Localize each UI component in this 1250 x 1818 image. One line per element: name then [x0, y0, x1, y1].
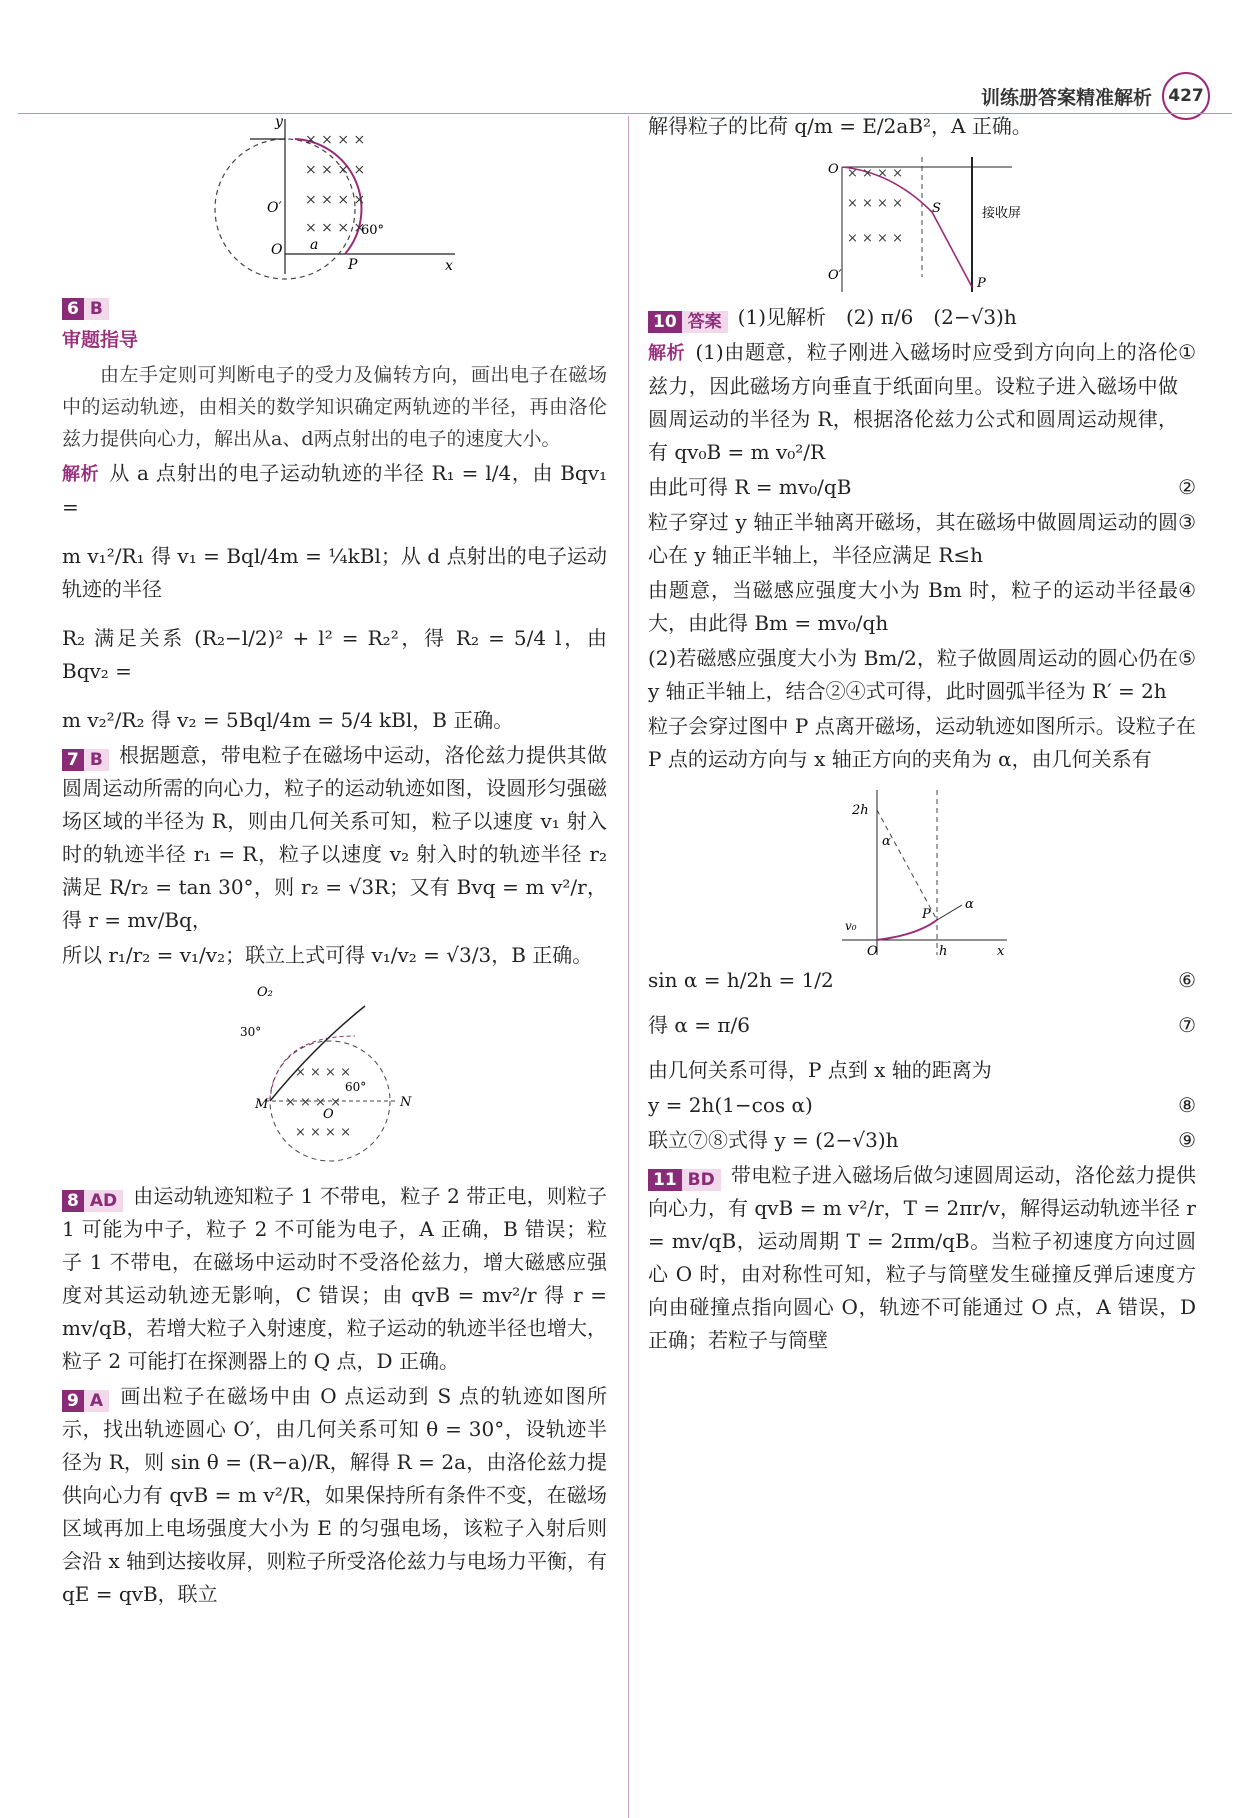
svg-text:接收屏: 接收屏: [982, 206, 1022, 221]
q8-block: 8 AD 由运动轨迹知粒子 1 不带电，粒子 2 带正电，则粒子 1 可能为中子，粒子 2 不可能为电子，A 正确，B 错误；粒子 1 不带电，在磁场中运动时不受洛伦兹力，增大磁感应强度对其运动轨迹无影响，C 错误；由 qvB = mv²/r 得 r = mv/qB，若增大粒子入射速度，粒子运动的轨迹半径也增大，粒子 2 可能打在探测器上的 Q 点，D 正确。: [62, 1184, 607, 1373]
q7-line-2: 所以 r₁/r₂ = v₁/v₂；联立上式可得 v₁/v₂ = √3/3，B 正确。: [62, 943, 593, 967]
page-number: 427: [1162, 72, 1210, 120]
q11-block: 11 BD 带电粒子进入磁场后做匀速圆周运动，洛伦兹力提供向心力，有 qvB = m v²/r，T = 2πr/v，解得运动轨迹半径 r = mv/qB，运动周期 T = 2πm/qB。当粒子初速度方向过圆心 O 时，由对称性可知，粒子与筒壁发生碰撞反弹后速度方向由碰撞点指向圆心 O，轨迹不可能通过 O 点，A 错误，D 正确；若粒子与筒壁: [648, 1163, 1196, 1352]
figure-q7-circles: [235, 976, 435, 1176]
svg-text:a: a: [309, 237, 318, 253]
svg-text:O₂: O₂: [256, 985, 273, 1000]
svg-text:2h: 2h: [852, 803, 869, 818]
svg-text:O: O: [270, 242, 282, 258]
svg-text:60°: 60°: [360, 223, 384, 238]
q10-line-4: 由题意，当磁感应强度大小为 Bm 时，粒子的运动半径最大，由此得 Bm = mv₀/qh ④: [648, 578, 1196, 635]
q6-line-3: R₂ 满足关系 (R₂−l/2)² + l² = R₂²，得 R₂ = 5/4 l，由 Bqv₂ =: [62, 626, 607, 683]
q9-end: 解得粒子的比荷 q/m = E/2aB²，A 正确。: [648, 114, 1032, 138]
q10-eq-6: sin α = h/2h = 1/2 ⑥: [648, 968, 1196, 992]
svg-text:N: N: [399, 1095, 411, 1110]
q6-guide-text: 由左手定则可判断电子的受力及偏转方向，画出电子在磁场中的运动轨迹，由相关的数学知识确定两轨迹的半径，再由洛伦兹力提供向心力，解出从a、d两点射出的电子的速度大小。: [62, 364, 607, 450]
guide-title: 审题指导: [62, 329, 139, 351]
q6-line-4: m v₂²/R₂ 得 v₂ = 5Bql/4m = 5/4 kBl，B 正确。: [62, 708, 514, 732]
svg-text:x: x: [444, 258, 453, 274]
svg-text:y: y: [274, 114, 283, 130]
figure-q9-screen: [822, 147, 1022, 297]
svg-text:O: O: [828, 162, 839, 177]
svg-text:× × × ×: × × × ×: [304, 220, 365, 236]
svg-text:O′: O′: [828, 268, 842, 283]
svg-text:60°: 60°: [344, 1080, 366, 1094]
svg-text:× × × ×: × × × ×: [284, 1095, 341, 1110]
q6-tag: 6 B: [62, 298, 109, 320]
svg-text:S: S: [932, 201, 941, 216]
svg-text:x: x: [997, 944, 1005, 959]
svg-text:O′: O′: [266, 200, 282, 216]
left-column: [62, 110, 607, 1613]
right-column: [648, 110, 1196, 1359]
figure-q10-geometry: [827, 780, 1017, 960]
q10-head: 10 答案 (1)见解析 (2) π/6 (2−√3)h: [648, 301, 1196, 334]
q10-line-5: (2)若磁感应强度大小为 Bm/2，粒子做圆周运动的圆心仍在 y 轴正半轴上，结合②④式可得，此时圆弧半径为 R′ = 2h ⑤: [648, 646, 1196, 703]
q10-line-6: 粒子会穿过图中 P 点离开磁场，运动轨迹如图所示。设粒子在 P 点的运动方向与 x 轴正方向的夹角为 α，由几何关系有: [648, 714, 1196, 771]
column-divider: [628, 116, 629, 1818]
svg-text:h: h: [939, 944, 948, 959]
q7-block: 7 B 根据题意，带电粒子在磁场中运动，洛伦兹力提供其做圆周运动所需的向心力，粒子的运动轨迹如图，设圆形匀强磁场区域的半径为 R，则由几何关系可知，粒子以速度 v₁ 射入时的轨迹半径 r₁ = R，粒子以速度 v₂ 射入时的轨迹半径 r₂ 满足 R/r₂ = tan 30°，则 r₂ = √3R；又有 Bvq = m v²/r，得 r = mv/Bq，: [62, 743, 607, 932]
q10-line-3: 粒子穿过 y 轴正半轴离开磁场，其在磁场中做圆周运动的圆心在 y 轴正半轴上，半径应满足 R≤h ③: [648, 510, 1196, 567]
header-title: 训练册答案精准解析: [980, 86, 1152, 109]
q10-line-2: 由此可得 R = mv₀/qB ②: [648, 475, 1196, 499]
svg-text:× × × ×: × × × ×: [304, 132, 365, 148]
q10-eq-text: 由几何关系可得，P 点到 x 轴的距离为: [648, 1058, 992, 1082]
svg-text:× × × ×: × × × ×: [847, 196, 903, 211]
q10-eq-9: 联立⑦⑧式得 y = (2−√3)h ⑨: [648, 1128, 1196, 1152]
svg-text:α: α: [965, 897, 974, 912]
svg-text:α: α: [882, 834, 891, 849]
svg-text:O: O: [322, 1107, 334, 1122]
svg-text:P: P: [347, 257, 357, 273]
q10-eq-7: 得 α = π/6 ⑦: [648, 1013, 1196, 1037]
svg-text:M: M: [254, 1097, 268, 1112]
svg-text:× × × ×: × × × ×: [304, 162, 365, 178]
svg-text:× × × ×: × × × ×: [847, 166, 903, 181]
svg-text:P: P: [977, 276, 986, 291]
q10-line-1: 解析 (1)由题意，粒子刚进入磁场时应受到方向向上的洛伦兹力，因此磁场方向垂直于纸面向里。设粒子进入磁场中做圆周运动的半径为 R，根据洛伦兹力公式和圆周运动规律，有 qv₀B = m v₀²/R ①: [648, 340, 1196, 464]
svg-text:× × × ×: × × × ×: [294, 1065, 351, 1080]
svg-text:v₀: v₀: [845, 919, 857, 933]
q6-line-2: m v₁²/R₁ 得 v₁ = Bql/4m = ¼kBl；从 d 点射出的电子运动轨迹的半径: [62, 544, 607, 601]
q10-eq-8: y = 2h(1−cos α) ⑧: [648, 1093, 1196, 1117]
figure-q5-circle: [205, 114, 465, 284]
svg-text:P: P: [922, 907, 931, 922]
svg-text:× × × ×: × × × ×: [847, 231, 903, 246]
svg-text:30°: 30°: [239, 1025, 261, 1039]
svg-text:× × × ×: × × × ×: [294, 1125, 351, 1140]
q9-block: 9 A 画出粒子在磁场中由 O 点运动到 S 点的轨迹如图所示，找出轨迹圆心 O′，由几何关系可知 θ = 30°，设轨迹半径为 R，则 sin θ = (R−a)/R，解得 R = 2a，由洛伦兹力提供向心力有 qvB = m v²/R，如果保持所有条件不变，在磁场区域再加上电场强度大小为 E 的匀强电场，该粒子入射后则会沿 x 轴到达接收屏，则粒子所受洛伦兹力与电场力平衡，有 qE = qvB，联立: [62, 1384, 607, 1606]
svg-text:× × × ×: × × × ×: [304, 192, 365, 208]
svg-text:O: O: [867, 944, 878, 959]
q6-line-1: 解析 从 a 点射出的电子运动轨迹的半径 R₁ = l/4，由 Bqv₁ =: [62, 461, 608, 519]
